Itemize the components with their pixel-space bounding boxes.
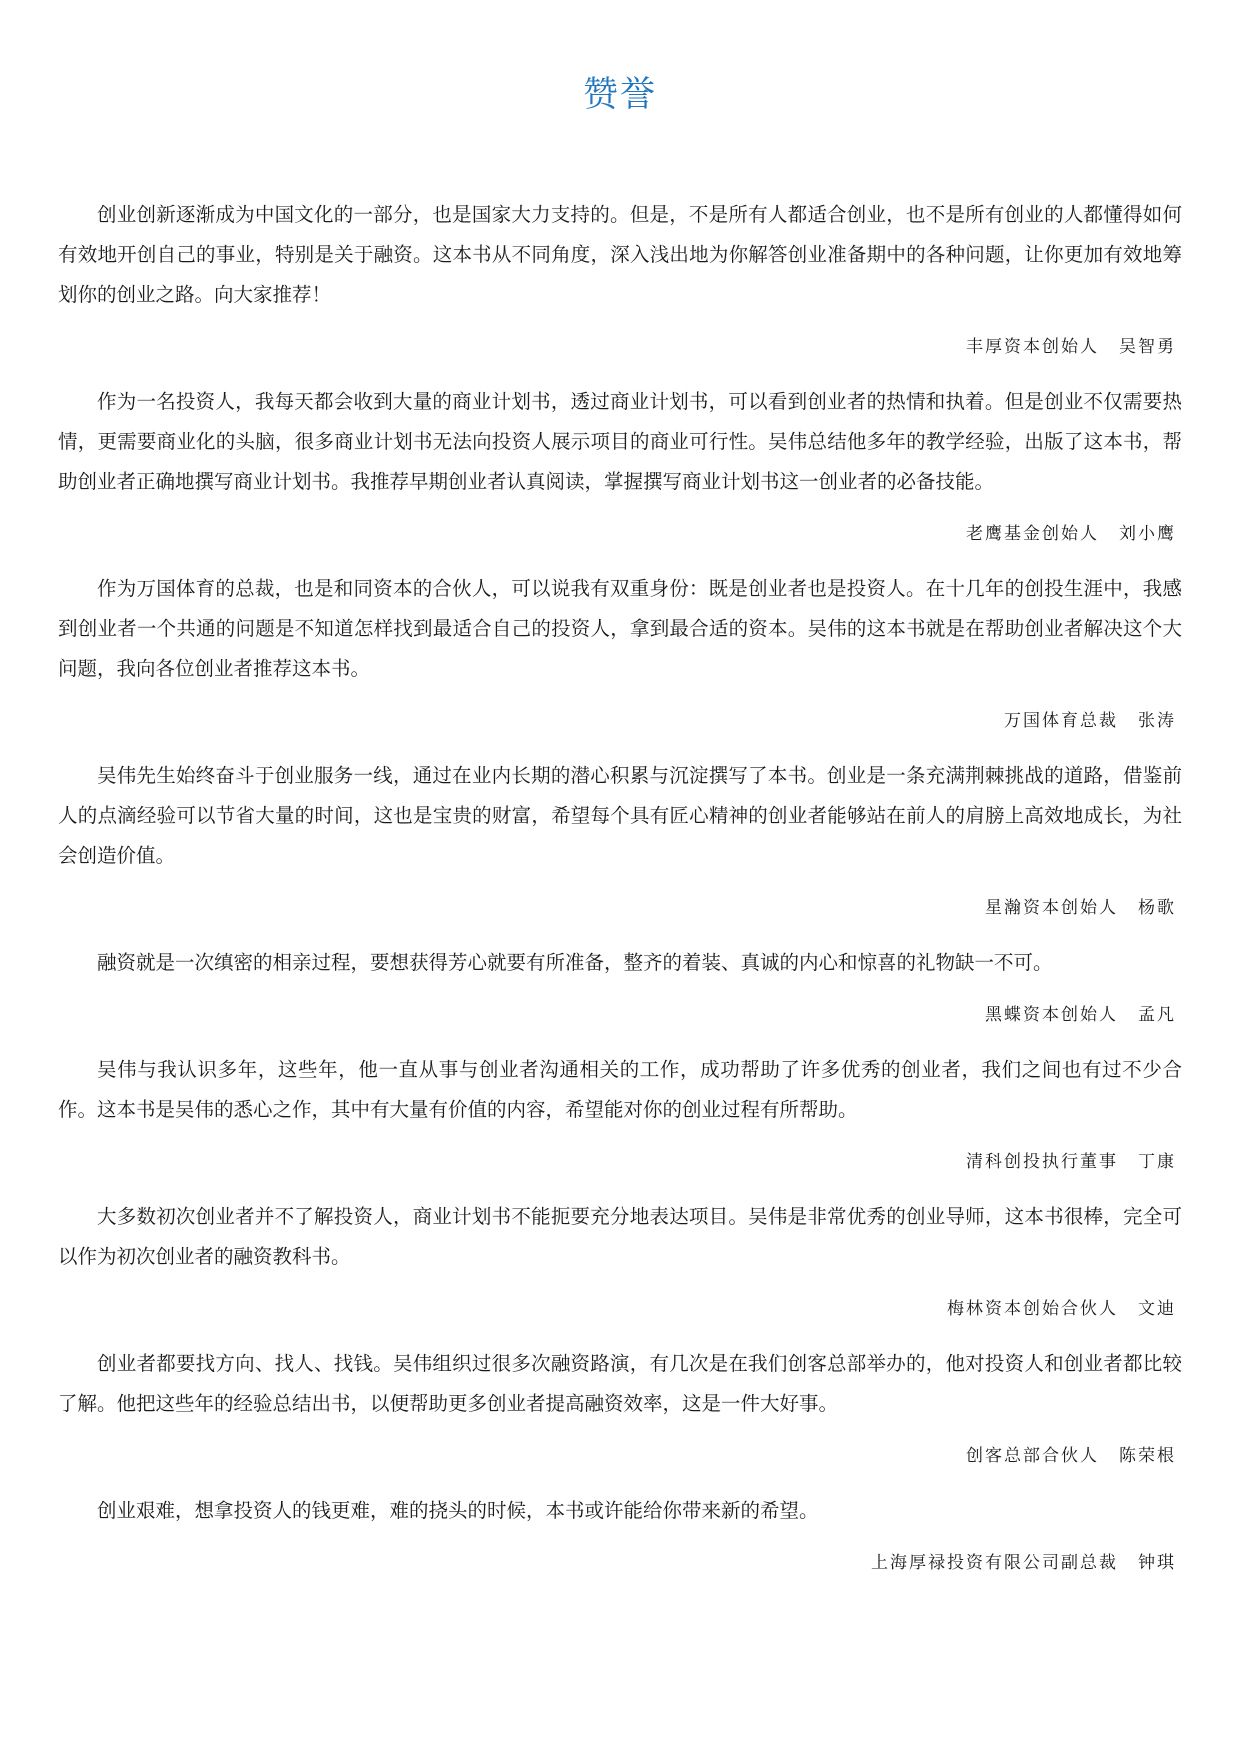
endorsement-signature (58, 522, 1182, 546)
endorser-organization: 创客总部合伙人 (966, 1446, 1099, 1466)
endorsement-text: 吴伟先生始终奋斗于创业服务一线，通过在业内长期的潜心积累与沉淀撰写了本书。创业是一条充满荆棘挑战的道路，借鉴前人的点滴经验可以节省大量的时间，这也是宝贵的财富，希望每个具有匠心精神的创业者能够站在前人的肩膀上高效地成长，为社会创造价值。 (58, 764, 1182, 867)
endorsement (58, 382, 1182, 546)
endorser-organization: 丰厚资本创始人 (966, 337, 1099, 357)
endorser-organization: 万国体育总裁 (1004, 711, 1118, 731)
endorser-organization: 老鹰基金创始人 (966, 524, 1099, 544)
endorsement-signature (58, 1551, 1182, 1575)
endorsement-text: 吴伟与我认识多年，这些年，他一直从事与创业者沟通相关的工作，成功帮助了许多优秀的创业者，我们之间也有过不少合作。这本书是吴伟的悉心之作，其中有大量有价值的内容，希望能对你的创业过程有所帮助。 (58, 1058, 1182, 1121)
endorsement-signature (58, 1003, 1182, 1027)
endorsement-text: 创业创新逐渐成为中国文化的一部分，也是国家大力支持的。但是，不是所有人都适合创业，也不是所有创业的人都懂得如何有效地开创自己的事业，特别是关于融资。这本书从不同角度，深入浅出地为你解答创业准备期中的各种问题，让你更加有效地筹划你的创业之路。向大家推荐！ (58, 203, 1182, 306)
endorser-organization: 清科创投执行董事 (966, 1152, 1118, 1172)
endorsement (58, 1344, 1182, 1468)
endorsement (58, 756, 1182, 920)
endorsement-signature (58, 896, 1182, 920)
endorsement-signature (58, 1444, 1182, 1468)
endorser-organization: 上海厚禄投资有限公司副总裁 (871, 1553, 1118, 1573)
page-title: 赞誉 (582, 75, 657, 115)
endorser-name: 孟凡 (1138, 1005, 1176, 1025)
endorsement-signature (58, 1297, 1182, 1321)
endorser-organization: 星瀚资本创始人 (985, 898, 1118, 918)
endorser-organization: 梅林资本创始合伙人 (947, 1299, 1118, 1319)
endorser-organization: 黑蝶资本创始人 (985, 1005, 1118, 1025)
endorsement (58, 943, 1182, 1027)
endorsement (58, 195, 1182, 359)
endorsement-text: 创业艰难，想拿投资人的钱更难，难的挠头的时候，本书或许能给你带来新的希望。 (97, 1499, 819, 1522)
endorsement-signature (58, 1150, 1182, 1174)
endorsement-text: 作为一名投资人，我每天都会收到大量的商业计划书，透过商业计划书，可以看到创业者的热情和执着。但是创业不仅需要热情，更需要商业化的头脑，很多商业计划书无法向投资人展示项目的商业可行性。吴伟总结他多年的教学经验，出版了这本书，帮助创业者正确地撰写商业计划书。我推荐早期创业者认真阅读，掌握撰写商业计划书这一创业者的必备技能。 (58, 390, 1182, 493)
endorser-name: 张涛 (1138, 711, 1176, 731)
endorsement (58, 1197, 1182, 1321)
endorsement-text: 作为万国体育的总裁，也是和同资本的合伙人，可以说我有双重身份：既是创业者也是投资人。在十几年的创投生涯中，我感到创业者一个共通的问题是不知道怎样找到最适合自己的投资人，拿到最合适的资本。吴伟的这本书就是在帮助创业者解决这个大问题，我向各位创业者推荐这本书。 (58, 577, 1182, 680)
endorsement-list (58, 195, 1182, 1598)
endorsement (58, 569, 1182, 733)
endorser-name: 丁康 (1138, 1152, 1176, 1172)
endorsement-text: 融资就是一次缜密的相亲过程，要想获得芳心就要有所准备，整齐的着装、真诚的内心和惊喜的礼物缺一不可。 (97, 951, 1053, 974)
endorser-name: 文迪 (1138, 1299, 1176, 1319)
endorser-name: 钟琪 (1138, 1553, 1176, 1573)
endorsement (58, 1050, 1182, 1174)
endorser-name: 吴智勇 (1119, 337, 1176, 357)
endorsement-text: 创业者都要找方向、找人、找钱。吴伟组织过很多次融资路演，有几次是在我们创客总部举办的，他对投资人和创业者都比较了解。他把这些年的经验总结出书，以便帮助更多创业者提高融资效率，这是一件大好事。 (58, 1352, 1182, 1415)
endorsement-signature (58, 709, 1182, 733)
endorser-name: 刘小鹰 (1119, 524, 1176, 544)
endorsement-text: 大多数初次创业者并不了解投资人，商业计划书不能扼要充分地表达项目。吴伟是非常优秀的创业导师，这本书很棒，完全可以作为初次创业者的融资教科书。 (58, 1205, 1182, 1268)
endorsement (58, 1491, 1182, 1575)
endorser-name: 陈荣根 (1119, 1446, 1176, 1466)
endorsement-signature (58, 335, 1182, 359)
endorser-name: 杨歌 (1138, 898, 1176, 918)
